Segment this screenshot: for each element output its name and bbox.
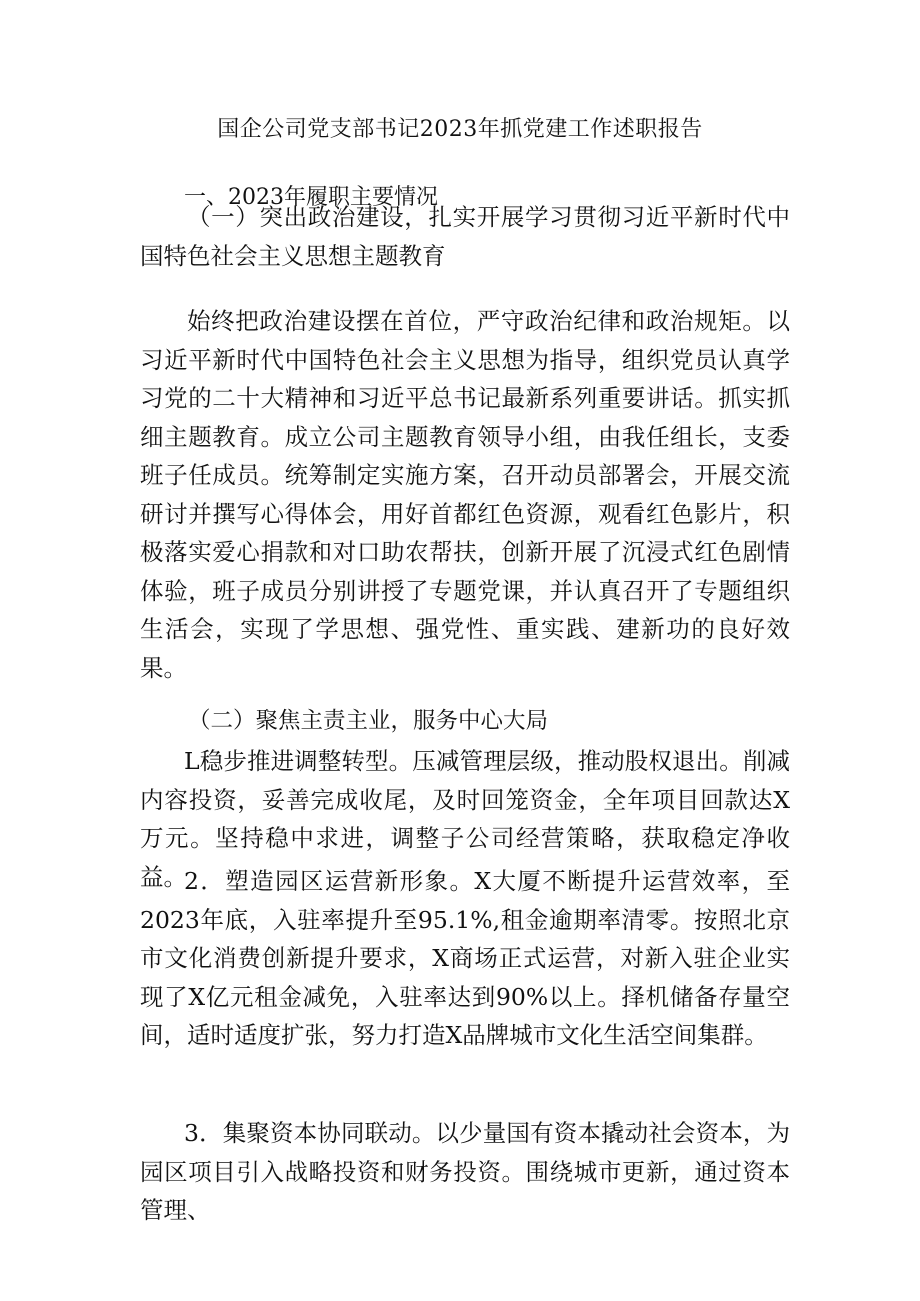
- document-title: 国企公司党支部书记2023年抓党建工作述职报告: [217, 117, 703, 142]
- paragraph-item-1: L稳步推进调整转型。压减管理层级，推动股权退出。削减内容投资，妥善完成收尾，及时回笼资金，全年项目回款达X万元。坚持稳中求进，调整子公司经营策略，获取稳定净收益。: [140, 747, 790, 891]
- subsection-heading-2: （二）聚焦主责主业，服务中心大局: [188, 708, 549, 734]
- subsection-heading-1: （一）突出政治建设，扎实开展学习贯彻习近平新时代中国特色社会主义思想主题教育: [140, 203, 790, 270]
- paragraph-political-building: 始终把政治建设摆在首位，严守政治纪律和政治规矩。以习近平新时代中国特色社会主义思想为指导，组织党员认真学习党的二十大精神和习近平总书记最新系列重要讲话。抓实抓细主题教育。成立公司主题教育领导小组，由我任组长，支委班子任成员。统筹制定实施方案，召开动员部署会，开展交流研讨并撰写心得体会，用好首都红色资源，观看红色影片，积极落实爱心捐款和对口助农帮扶，创新开展了沉浸式红色剧情体验，班子成员分别讲授了专题党课，并认真召开了专题组织生活会，实现了学思想、强党性、重实践、建新功的良好效果。: [140, 307, 790, 682]
- paragraph-item-3: 3．集聚资本协同联动。以少量国有资本撬动社会资本，为园区项目引入战略投资和财务投资。围绕城市更新，通过资本管理、: [140, 1119, 790, 1224]
- section-heading-1: 一、2023年履职主要情况: [184, 185, 438, 210]
- paragraph-item-2: 2．塑造园区运营新形象。X大厦不断提升运营效率，至2023年底，入驻率提升至95.1%,租金逾期率清零。按照北京市文化消费创新提升要求，X商场正式运营，对新入驻企业实现了X亿元租金减免，入驻率达到90%以上。择机储备存量空间，适时适度扩张，努力打造X品牌城市文化生活空间集群。: [140, 867, 790, 1049]
